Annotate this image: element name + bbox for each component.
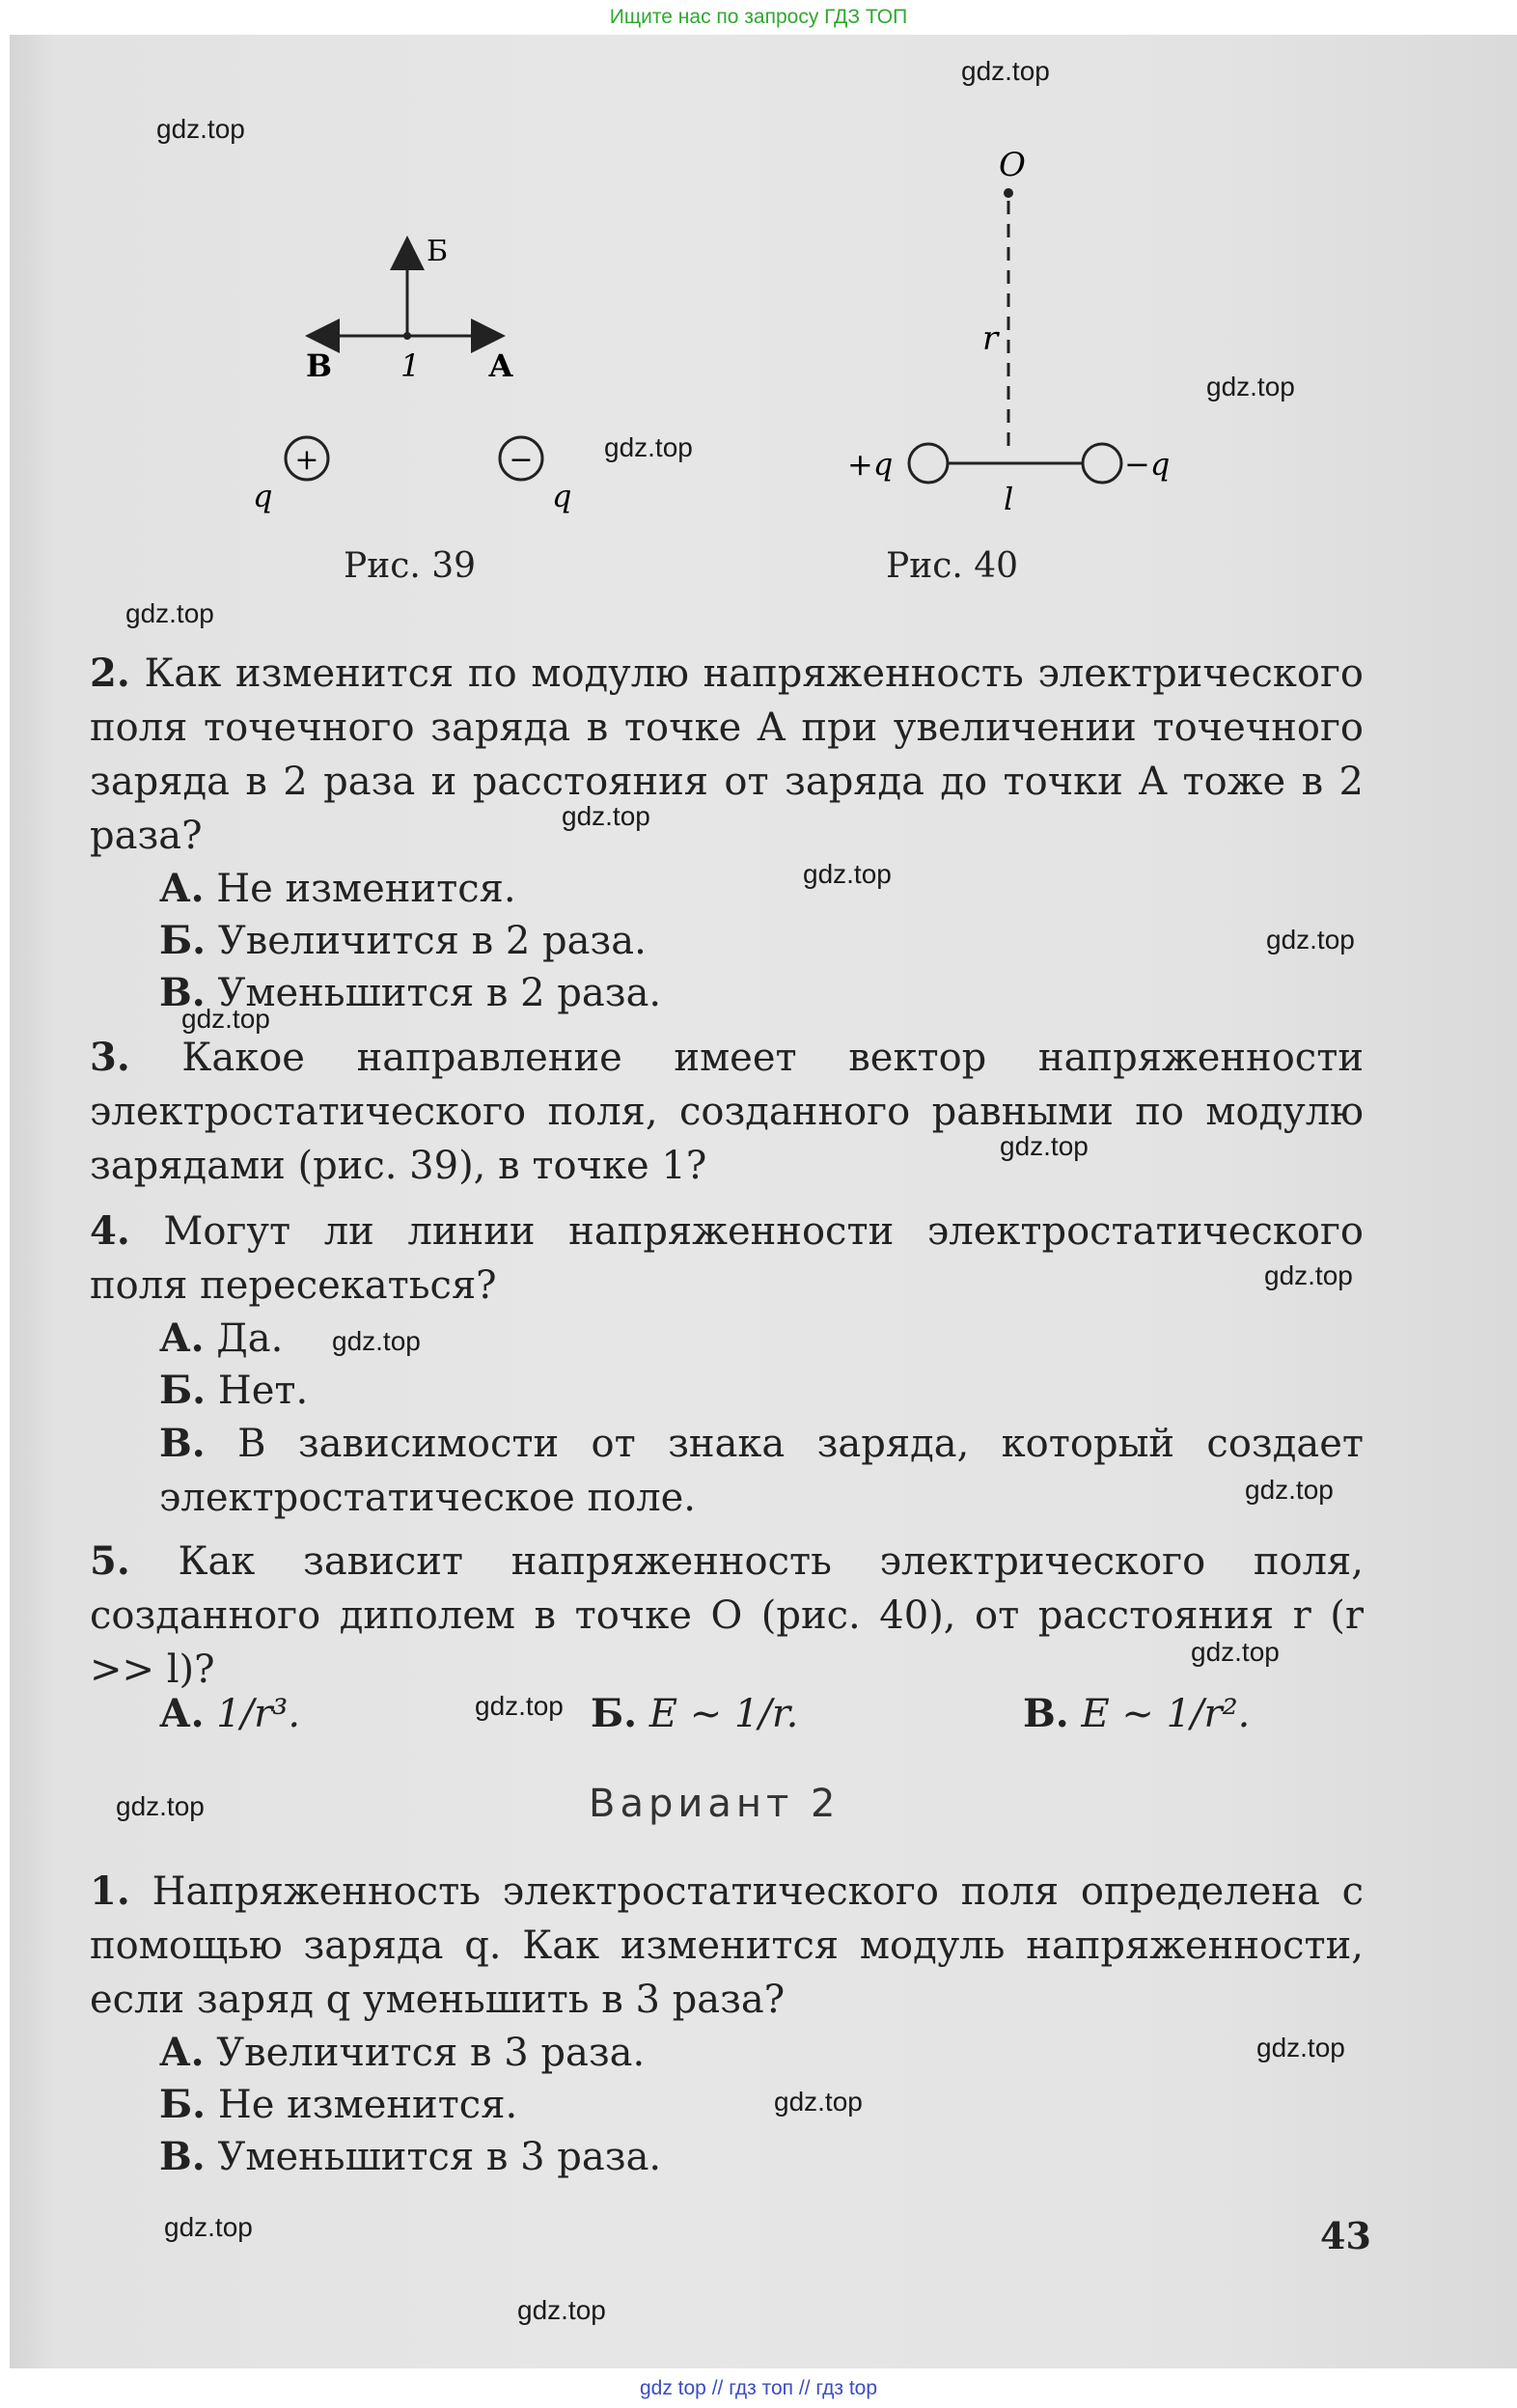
charge-left-q: q: [253, 478, 273, 514]
label-plus-q: +q: [847, 446, 894, 483]
question-5: [90, 1535, 1364, 1697]
watermark: gdz.top: [181, 1004, 270, 1034]
minus-sign: −: [509, 443, 534, 477]
figure-40-caption: Рис. 40: [886, 546, 1019, 586]
question-number: 2.: [90, 650, 130, 696]
label-1: 1: [400, 347, 421, 384]
q5-option-a: А. 1/r³.: [159, 1691, 301, 1736]
watermark: gdz.top: [1191, 1637, 1280, 1667]
question-2: [90, 647, 1364, 1019]
watermark: gdz.top: [604, 432, 693, 462]
watermark: gdz.top: [961, 56, 1050, 86]
watermark: gdz.top: [475, 1691, 564, 1721]
question-text: Могут ли линии напряженности электростатического поля пересекаться?: [90, 1209, 1364, 1308]
watermark: gdz.top: [164, 2212, 253, 2242]
figure-40: [830, 125, 1197, 540]
label-v: В: [306, 347, 333, 384]
option-a: А. Увеличится в 3 раза.: [159, 2030, 646, 2075]
watermark: gdz.top: [803, 859, 892, 889]
watermark: gdz.top: [332, 1326, 421, 1356]
point-1-dot: [403, 332, 411, 340]
variant2-question-1: [90, 1865, 1364, 2183]
watermark: gdz.top: [1245, 1475, 1334, 1505]
watermark: gdz.top: [562, 801, 650, 831]
watermark: gdz.top: [125, 598, 214, 628]
q5-option-v: В. E ~ 1/r².: [1023, 1691, 1251, 1736]
watermark: gdz.top: [517, 2295, 606, 2325]
charge-right-q: q: [552, 478, 572, 514]
label-o: O: [999, 146, 1026, 184]
option-b: Б. Увеличится в 2 раза.: [159, 918, 647, 963]
watermark: gdz.top: [774, 2087, 863, 2117]
question-3: [90, 1031, 1364, 1193]
option-v: В. В зависимости от знака заряда, который создает электростатическое поле.: [159, 1421, 1365, 1520]
label-a: А: [488, 347, 514, 384]
dipole-minus-charge: [1083, 444, 1121, 483]
question-number: 1.: [90, 1868, 130, 1914]
option-a: А. Не изменится.: [159, 866, 516, 911]
option-b: Б. Не изменится.: [159, 2082, 518, 2127]
watermark: gdz.top: [1266, 925, 1355, 955]
variant-heading: Вариант 2: [589, 1782, 841, 1826]
label-l: l: [1004, 481, 1014, 517]
option-a: А. Да.: [159, 1315, 284, 1361]
option-b: Б. Нет.: [159, 1368, 309, 1413]
question-number: 5.: [90, 1538, 130, 1584]
top-banner[interactable]: Ищите нас по запросу ГДЗ ТОП: [0, 0, 1517, 35]
watermark: gdz.top: [1264, 1260, 1353, 1290]
watermark: gdz.top: [1000, 1131, 1089, 1161]
watermark: gdz.top: [156, 114, 245, 144]
page-number: 43: [1320, 2214, 1371, 2257]
dipole-plus-charge: [909, 444, 948, 483]
figure-39: [241, 212, 627, 540]
watermark: gdz.top: [1206, 372, 1295, 401]
question-text: Напряженность электростатического поля определена с помощью заряда q. Как изменится модуль напряженности, если заряд q уменьшить в 3 раза?: [90, 1869, 1365, 2022]
bottom-banner[interactable]: gdz top // гдз топ // гдз top: [0, 2368, 1517, 2408]
plus-sign: +: [294, 443, 319, 477]
watermark: gdz.top: [1256, 2033, 1345, 2062]
question-text: Как изменится по модулю напряженность электрического поля точечного заряда в точке A при увеличении точечного заряда в 2 раза и расстояния от заряда до точки A тоже в 2 раза?: [90, 651, 1364, 858]
label-b: Б: [427, 235, 449, 268]
point-o-dot: [1004, 188, 1013, 198]
question-number: 3.: [90, 1035, 130, 1080]
figure-39-caption: Рис. 39: [344, 546, 477, 586]
question-text: Как зависит напряженность электрического поля, созданного диполем в точке O (рис. 40), от расстояния r (r >> l)?: [90, 1539, 1364, 1692]
label-r: r: [982, 319, 999, 358]
q5-option-b: Б. E ~ 1/r.: [591, 1691, 799, 1736]
question-4: [90, 1204, 1364, 1525]
option-v: В. Уменьшится в 2 раза.: [159, 970, 662, 1015]
question-number: 4.: [90, 1208, 130, 1254]
watermark: gdz.top: [116, 1791, 205, 1821]
question-text: Какое направление имеет вектор напряженности электростатического поля, созданного равными по модулю зарядами (рис. 39), в точке 1?: [90, 1036, 1364, 1188]
label-minus-q: −q: [1124, 446, 1171, 483]
option-v: В. Уменьшится в 3 раза.: [159, 2134, 662, 2179]
